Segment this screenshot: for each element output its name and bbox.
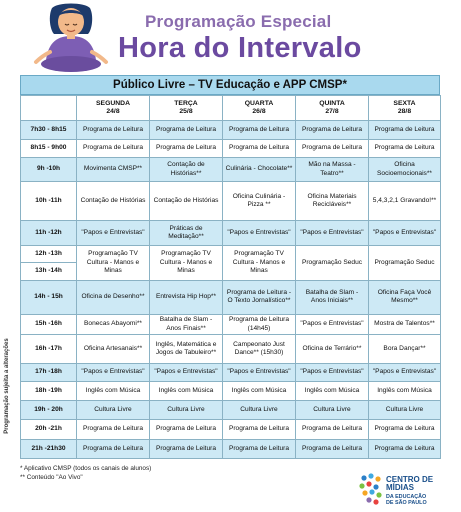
schedule-cell: Programa de Leitura	[223, 420, 296, 439]
table-row	[21, 439, 441, 458]
schedule-cell: Programação TV Cultura - Manos e Minas	[77, 246, 150, 280]
schedule-disclaimer	[3, 312, 17, 460]
schedule-cell: Inglês com Música	[150, 381, 223, 400]
schedule-cell: Programa de Leitura	[150, 121, 223, 139]
schedule-cell: Inglês com Música	[223, 381, 296, 400]
schedule-cell: Programação Seduc	[369, 246, 441, 280]
time-cell: 19h - 20h	[21, 401, 77, 420]
schedule-cell: Oficina de Desenho**	[77, 280, 150, 314]
time-cell: 21h -21h30	[21, 439, 77, 458]
schedule-cell: "Papos e Entrevistas"	[77, 220, 150, 245]
schedule-cell: "Papos e Entrevistas"	[296, 314, 369, 334]
schedule-cell: Programa de Leitura	[150, 439, 223, 458]
schedule-cell: Oficina Culinária - Pizza **	[223, 182, 296, 221]
schedule-cell: Programa de Leitura	[296, 121, 369, 139]
column-header: QUARTA 26/8	[223, 96, 296, 121]
schedule-cell: Programação TV Cultura - Manos e Minas	[150, 246, 223, 280]
schedule-cell: Contação de Histórias	[77, 182, 150, 221]
time-cell: 8h15 - 9h00	[21, 139, 77, 157]
schedule-cell: Contação de Histórias	[150, 182, 223, 221]
schedule-cell: Programa de Leitura	[369, 420, 441, 439]
table-row	[21, 363, 441, 381]
schedule-cell: Mostra de Talentos**	[369, 314, 441, 334]
table-row	[21, 246, 441, 263]
schedule-cell: Programação Seduc	[296, 246, 369, 280]
schedule-cell: Batalha de Slam - Anos Finais**	[150, 314, 223, 334]
schedule-cell: Programa de Leitura	[296, 439, 369, 458]
schedule-cell: Entrevista Hip Hop**	[150, 280, 223, 314]
schedule-cell: Programa de Leitura	[77, 121, 150, 139]
schedule-cell: Programa de Leitura	[296, 139, 369, 157]
page-title: Hora do Intervalo	[118, 32, 362, 64]
schedule-cell: Oficina Faça Você Mesmo**	[369, 280, 441, 314]
schedule-cell: "Papos e Entrevistas"	[223, 363, 296, 381]
schedule-cell: Campeonato Just Dance** (15h30)	[223, 335, 296, 363]
schedule-cell: Inglês com Música	[77, 381, 150, 400]
schedule-cell: Cultura Livre	[150, 401, 223, 420]
time-cell: 12h -13h	[21, 246, 77, 263]
time-cell: 20h -21h	[21, 420, 77, 439]
table-row	[21, 401, 441, 420]
time-cell: 10h -11h	[21, 182, 77, 221]
time-cell: 18h -19h	[21, 381, 77, 400]
page-header	[0, 0, 461, 74]
schedule-cell: "Papos e Entrevistas"	[77, 363, 150, 381]
page-subtitle: Programação Especial	[145, 12, 332, 31]
column-header: TERÇA 25/8	[150, 96, 223, 121]
schedule-cell: Oficina Socioemocionais**	[369, 157, 441, 181]
table-header-row	[21, 96, 441, 121]
schedule-cell: Inglês com Música	[296, 381, 369, 400]
time-cell: 7h30 - 8h15	[21, 121, 77, 139]
footnote-live: ** Conteúdo "Ao Vivo"	[20, 474, 83, 481]
schedule-cell: "Papos e Entrevistas"	[296, 220, 369, 245]
schedule-cell: Inglês, Matemática e Jogos de Tabuleiro**	[150, 335, 223, 363]
audience-banner: Público Livre – TV Educação e APP CMSP*	[20, 75, 440, 95]
schedule-cell: Programa de Leitura	[223, 439, 296, 458]
corner-cell	[21, 96, 77, 121]
schedule-cell: Programa de Leitura - O Texto Jornalístico**	[223, 280, 296, 314]
schedule-cell: "Papos e Entrevistas"	[369, 363, 441, 381]
schedule-cell: Programa de Leitura	[369, 439, 441, 458]
schedule-cell: Batalha de Slam - Anos Iniciais**	[296, 280, 369, 314]
schedule-cell: Práticas de Meditação**	[150, 220, 223, 245]
schedule-cell: Oficina Materiais Recicláveis**	[296, 182, 369, 221]
schedule-cell: Bonecas Abayomi**	[77, 314, 150, 334]
schedule-cell: Programa de Leitura	[296, 420, 369, 439]
schedule-cell: Programa de Leitura	[150, 420, 223, 439]
schedule-table	[20, 95, 441, 459]
table-row	[21, 139, 441, 157]
schedule-cell: Cultura Livre	[223, 401, 296, 420]
table-row	[21, 314, 441, 334]
time-cell: 16h -17h	[21, 335, 77, 363]
schedule-disclaimer-text: Programação sujeita a alterações	[4, 338, 10, 434]
time-cell: 11h -12h	[21, 220, 77, 245]
table-row	[21, 381, 441, 400]
footnote-app: * Aplicativo CMSP (todos os canais de alunos)	[20, 465, 152, 472]
schedule-cell: Oficina Artesanais**	[77, 335, 150, 363]
schedule-cell: 5,4,3,2,1 Gravando!**	[369, 182, 441, 221]
schedule-cell: Cultura Livre	[296, 401, 369, 420]
time-cell: 9h -10h	[21, 157, 77, 181]
schedule-cell: Culinária - Chocolate**	[223, 157, 296, 181]
schedule-cell: Bora Dançar**	[369, 335, 441, 363]
table-row	[21, 335, 441, 363]
schedule-cell: Programa de Leitura	[369, 121, 441, 139]
table-row	[21, 157, 441, 181]
schedule-cell: "Papos e Entrevistas"	[296, 363, 369, 381]
schedule-cell: Programa de Leitura (14h45)	[223, 314, 296, 334]
schedule-cell: Contação de Histórias**	[150, 157, 223, 181]
schedule-cell: Inglês com Música	[369, 381, 441, 400]
schedule-cell: Programa de Leitura	[369, 139, 441, 157]
time-cell: 14h - 15h	[21, 280, 77, 314]
schedule-cell: Movimenta CMSP**	[77, 157, 150, 181]
schedule-cell: Programa de Leitura	[77, 139, 150, 157]
schedule-cell: Oficina de Terrário**	[296, 335, 369, 363]
time-cell: 15h -16h	[21, 314, 77, 334]
schedule-cell: "Papos e Entrevistas"	[369, 220, 441, 245]
table-row	[21, 182, 441, 221]
schedule-cell: Programa de Leitura	[77, 420, 150, 439]
schedule-cell: Programa de Leitura	[223, 121, 296, 139]
time-cell: 13h -14h	[21, 263, 77, 280]
schedule-cell: Cultura Livre	[77, 401, 150, 420]
schedule-cell: "Papos e Entrevistas"	[150, 363, 223, 381]
logo-title: CENTRO DE MÍDIAS	[386, 475, 434, 492]
time-cell: 17h -18h	[21, 363, 77, 381]
column-header: QUINTA 27/8	[296, 96, 369, 121]
table-row	[21, 280, 441, 314]
table-row	[21, 121, 441, 139]
schedule-cell: "Papos e Entrevistas"	[223, 220, 296, 245]
meditating-person-icon	[32, 2, 110, 74]
schedule-cell: Cultura Livre	[369, 401, 441, 420]
schedule-cell: Programação TV Cultura - Manos e Minas	[223, 246, 296, 280]
schedule-cell: Programa de Leitura	[77, 439, 150, 458]
table-row	[21, 420, 441, 439]
schedule-cell: Programa de Leitura	[150, 139, 223, 157]
schedule-cell: Programa de Leitura	[223, 139, 296, 157]
table-row	[21, 220, 441, 245]
logo-subtitle: DA EDUCAÇÃO DE SÃO PAULO	[386, 494, 427, 506]
column-header: SEXTA 28/8	[369, 96, 441, 121]
column-header: SEGUNDA 24/8	[77, 96, 150, 121]
schedule-cell: Mão na Massa - Teatro**	[296, 157, 369, 181]
